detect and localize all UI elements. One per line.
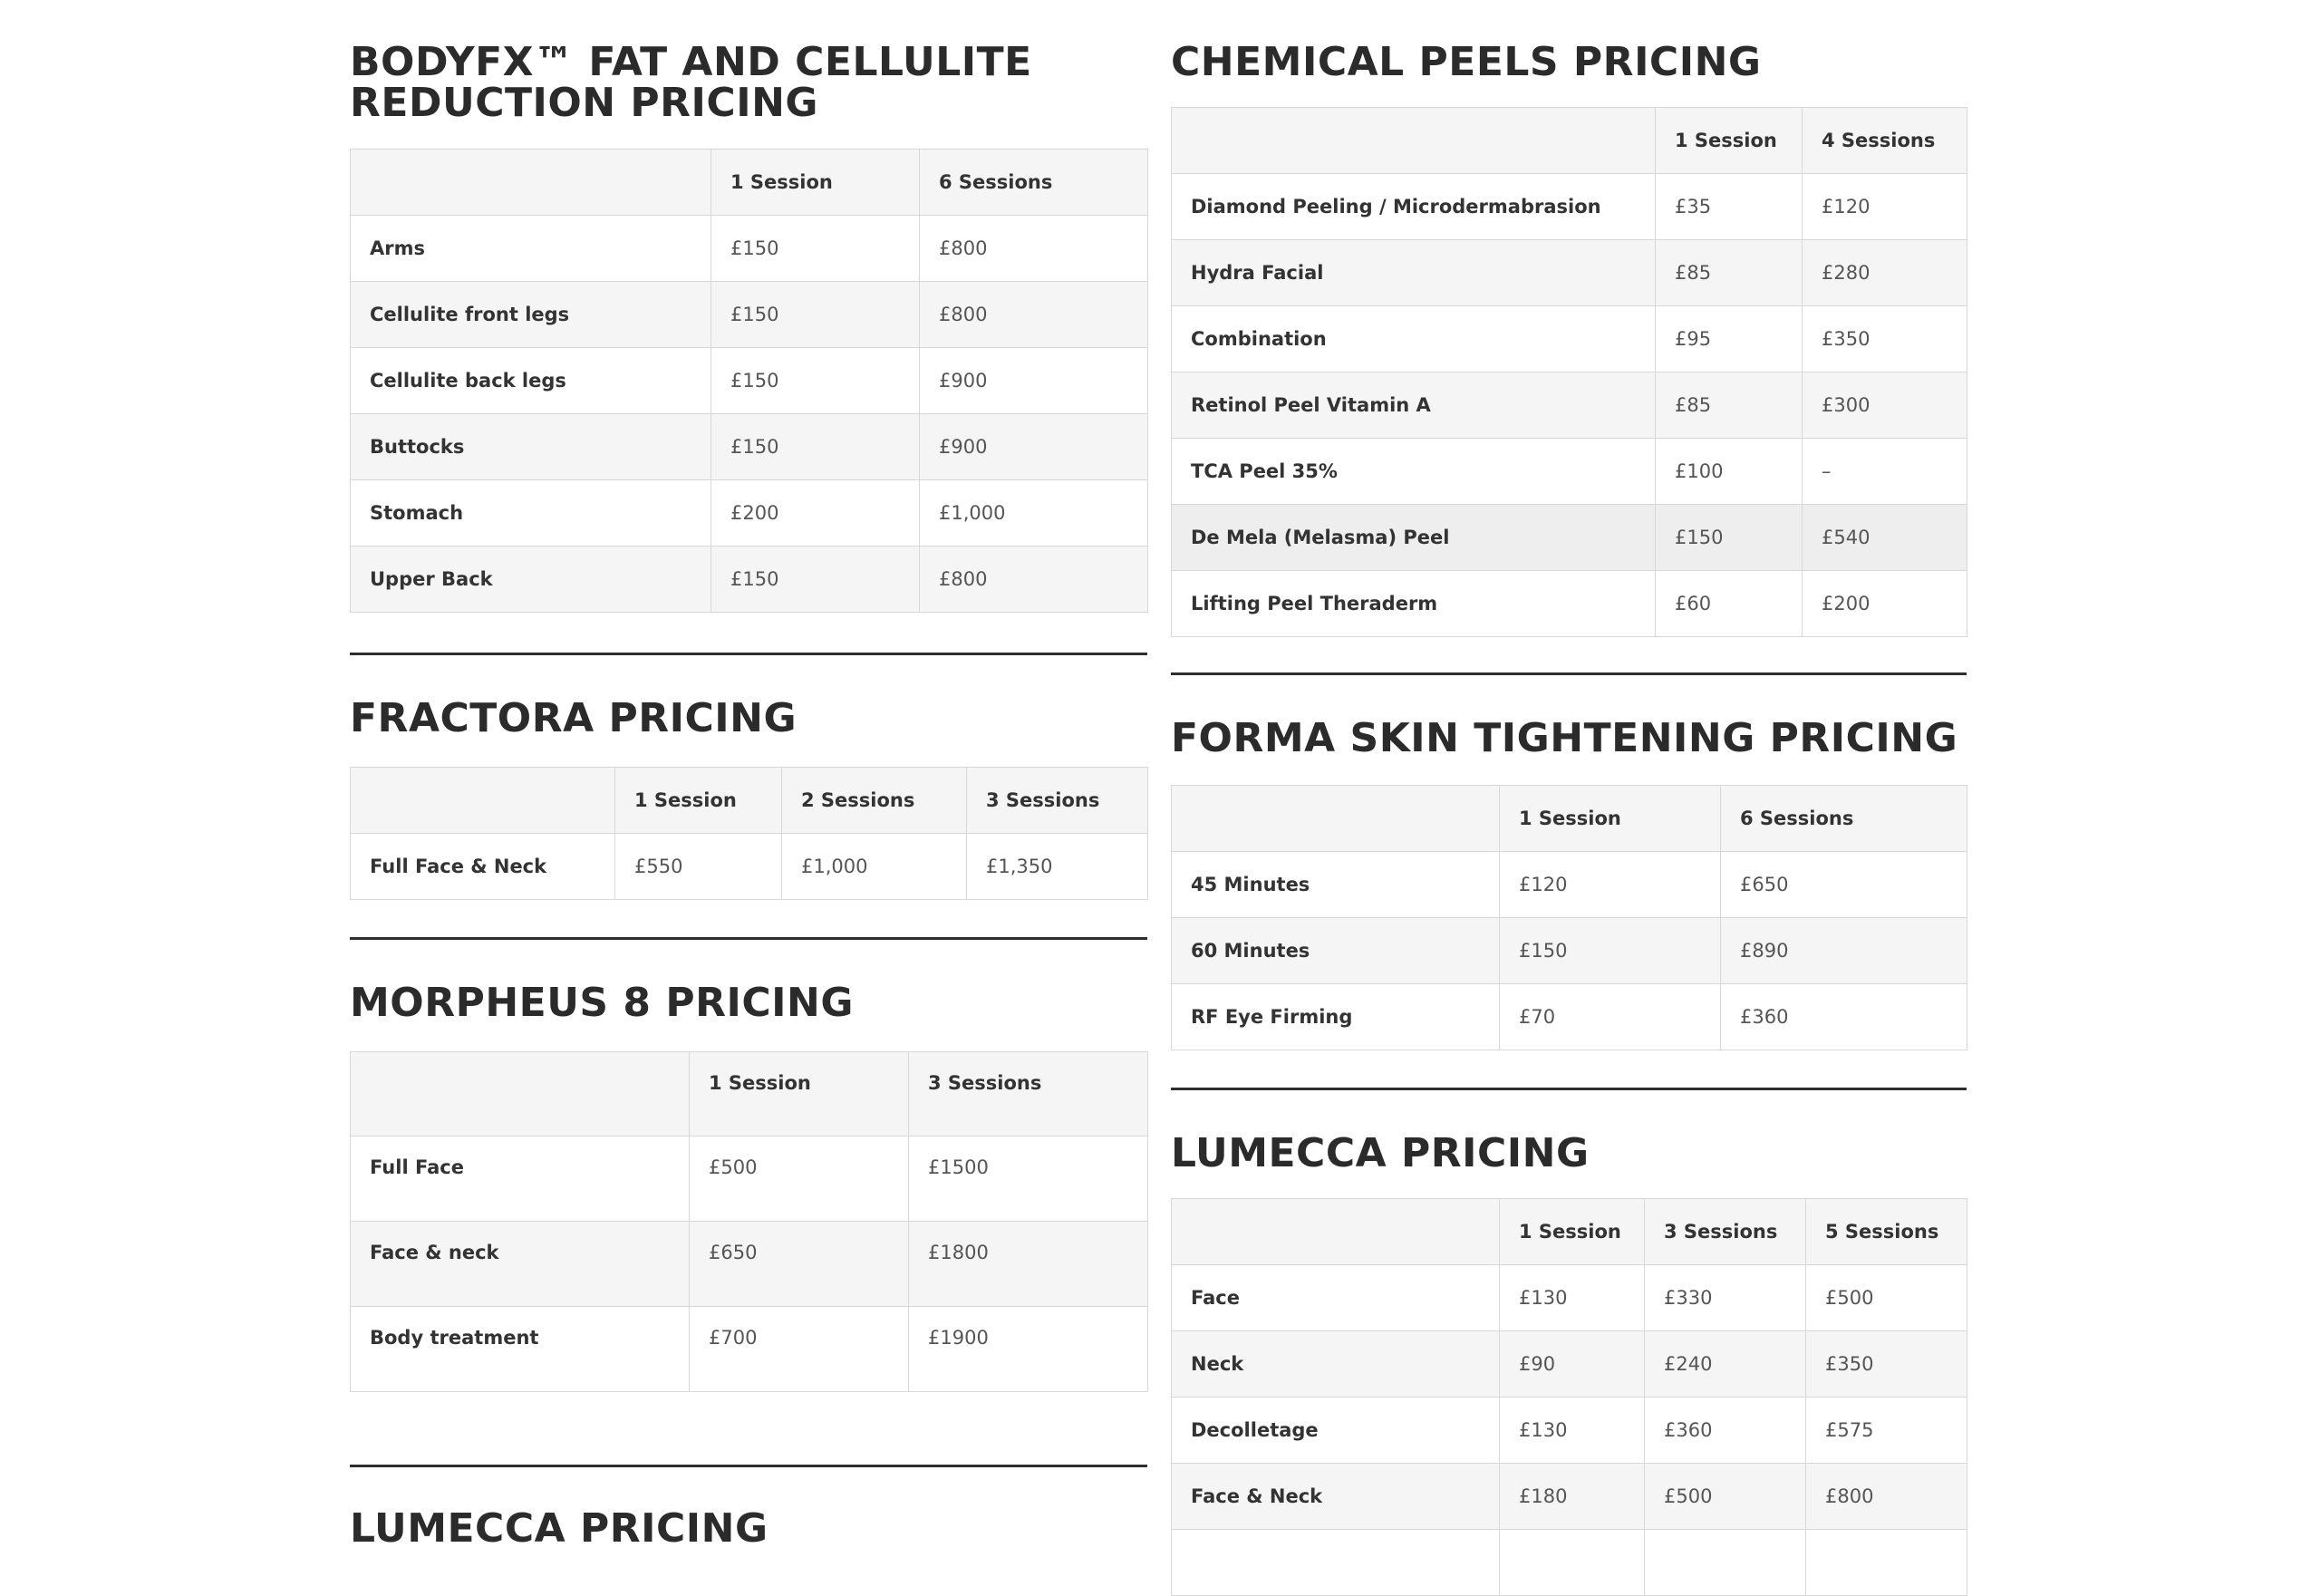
row-label: Cellulite front legs (351, 282, 711, 348)
table-header-cell (351, 1052, 690, 1137)
table-header-cell: 1 Session (1500, 786, 1721, 852)
forma-title: FORMA SKIN TIGHTENING PRICING (1171, 715, 1958, 761)
table-row (1172, 1530, 1967, 1596)
price-cell: £150 (711, 282, 920, 348)
price-cell: £150 (711, 547, 920, 613)
table-header-cell: 5 Sessions (1806, 1199, 1967, 1265)
row-label: Buttocks (351, 414, 711, 480)
section-divider (350, 653, 1147, 655)
table-header-row (351, 1052, 1148, 1137)
price-cell: £240 (1645, 1331, 1806, 1398)
price-cell: £60 (1656, 571, 1803, 637)
row-label: Face & Neck (1172, 1464, 1500, 1530)
price-cell: £650 (1721, 852, 1967, 918)
table-header-cell: 3 Sessions (909, 1052, 1148, 1137)
table-header-cell: 4 Sessions (1803, 108, 1967, 174)
section-divider (350, 937, 1147, 940)
price-cell: £35 (1656, 174, 1803, 240)
table-header-cell: 1 Session (1500, 1199, 1645, 1265)
price-cell: £500 (1645, 1464, 1806, 1530)
price-cell: £85 (1656, 240, 1803, 306)
price-cell: £1,350 (967, 834, 1148, 900)
table-row (351, 1307, 1148, 1392)
lumecca-table (1171, 1198, 1967, 1596)
price-cell: £575 (1806, 1398, 1967, 1464)
table-row (1172, 372, 1967, 439)
section-divider (1171, 1088, 1967, 1090)
table-header-cell: 1 Session (711, 150, 920, 216)
price-cell: £130 (1500, 1265, 1645, 1331)
price-cell (1806, 1530, 1967, 1596)
price-cell (1500, 1530, 1645, 1596)
price-cell: £85 (1656, 372, 1803, 439)
lumecca-title: LUMECCA PRICING (1171, 1130, 1590, 1176)
table-row (351, 480, 1148, 547)
table-header-cell (351, 150, 711, 216)
price-cell: £70 (1500, 984, 1721, 1050)
table-row (351, 282, 1148, 348)
morpheus-title: MORPHEUS 8 PRICING (350, 980, 854, 1026)
price-cell: £200 (711, 480, 920, 547)
price-cell: £300 (1803, 372, 1967, 439)
table-row (1172, 306, 1967, 372)
table-row (1172, 1464, 1967, 1530)
row-label: Body treatment (351, 1307, 690, 1392)
price-cell: £350 (1803, 306, 1967, 372)
table-header-cell: 3 Sessions (1645, 1199, 1806, 1265)
price-cell: £150 (711, 216, 920, 282)
table-row (351, 547, 1148, 613)
section-divider (350, 1465, 1147, 1467)
price-cell: £1900 (909, 1307, 1148, 1392)
table-row (1172, 571, 1967, 637)
table-header-row (1172, 108, 1967, 174)
price-cell: £180 (1500, 1464, 1645, 1530)
price-cell: £95 (1656, 306, 1803, 372)
row-label: Face (1172, 1265, 1500, 1331)
price-cell: £90 (1500, 1331, 1645, 1398)
row-label: Decolletage (1172, 1398, 1500, 1464)
row-label: Cellulite back legs (351, 348, 711, 414)
table-header-cell (1172, 786, 1500, 852)
row-label: Face & neck (351, 1222, 690, 1307)
price-cell: £550 (615, 834, 782, 900)
price-cell: £900 (920, 348, 1148, 414)
table-row (1172, 918, 1967, 984)
row-label: TCA Peel 35% (1172, 439, 1656, 505)
price-cell: £360 (1645, 1398, 1806, 1464)
price-cell: £650 (690, 1222, 909, 1307)
morpheus-table (350, 1051, 1148, 1392)
table-row (351, 834, 1148, 900)
price-cell: £150 (1500, 918, 1721, 984)
table-header-cell: 1 Session (690, 1052, 909, 1137)
table-row (1172, 1398, 1967, 1464)
row-label: Hydra Facial (1172, 240, 1656, 306)
price-cell: £360 (1721, 984, 1967, 1050)
row-label: Full Face (351, 1137, 690, 1222)
price-cell: £1800 (909, 1222, 1148, 1307)
bodyfx-table (350, 149, 1148, 613)
table-header-row (1172, 786, 1967, 852)
table-row (1172, 852, 1967, 918)
price-cell: £1,000 (782, 834, 967, 900)
table-row (351, 414, 1148, 480)
price-cell: £800 (1806, 1464, 1967, 1530)
price-cell: £900 (920, 414, 1148, 480)
chemical-peels-table (1171, 107, 1967, 637)
price-cell: £350 (1806, 1331, 1967, 1398)
price-cell: £120 (1803, 174, 1967, 240)
price-cell: £700 (690, 1307, 909, 1392)
price-cell: £500 (1806, 1265, 1967, 1331)
price-cell: £800 (920, 282, 1148, 348)
row-label: RF Eye Firming (1172, 984, 1500, 1050)
price-cell: £1,000 (920, 480, 1148, 547)
table-row (1172, 240, 1967, 306)
price-cell: – (1803, 439, 1967, 505)
row-label: Neck (1172, 1331, 1500, 1398)
price-cell: £1500 (909, 1137, 1148, 1222)
price-cell: £330 (1645, 1265, 1806, 1331)
table-row (1172, 1265, 1967, 1331)
bodyfx-section (350, 39, 1147, 126)
price-cell: £280 (1803, 240, 1967, 306)
table-header-cell: 1 Session (1656, 108, 1803, 174)
price-cell: £120 (1500, 852, 1721, 918)
table-header-cell: 6 Sessions (920, 150, 1148, 216)
forma-table (1171, 785, 1967, 1050)
price-cell (1645, 1530, 1806, 1596)
fractora-table (350, 767, 1148, 900)
lumecca-left-title: LUMECCA PRICING (350, 1505, 768, 1552)
price-cell: £800 (920, 547, 1148, 613)
price-cell: £500 (690, 1137, 909, 1222)
price-cell: £890 (1721, 918, 1967, 984)
table-header-cell (351, 768, 615, 834)
table-row (351, 216, 1148, 282)
table-row (1172, 174, 1967, 240)
row-label: Upper Back (351, 547, 711, 613)
table-header-cell: 2 Sessions (782, 768, 967, 834)
table-header-cell: 6 Sessions (1721, 786, 1967, 852)
row-label (1172, 1530, 1500, 1596)
table-header-row (351, 150, 1148, 216)
price-cell: £150 (711, 414, 920, 480)
table-header-row (351, 768, 1148, 834)
table-header-cell (1172, 108, 1656, 174)
table-row (1172, 984, 1967, 1050)
price-cell: £200 (1803, 571, 1967, 637)
table-header-cell (1172, 1199, 1500, 1265)
row-label: Combination (1172, 306, 1656, 372)
row-label: Arms (351, 216, 711, 282)
price-cell: £150 (1656, 505, 1803, 571)
section-divider (1171, 672, 1967, 675)
table-row (351, 1222, 1148, 1307)
chemical-peels-title: CHEMICAL PEELS PRICING (1171, 39, 1762, 85)
row-label: Diamond Peeling / Microdermabrasion (1172, 174, 1656, 240)
row-label: Lifting Peel Theraderm (1172, 571, 1656, 637)
table-row (351, 1137, 1148, 1222)
table-header-cell: 3 Sessions (967, 768, 1148, 834)
table-row (1172, 505, 1967, 571)
price-cell: £150 (711, 348, 920, 414)
price-cell: £130 (1500, 1398, 1645, 1464)
row-label: Stomach (351, 480, 711, 547)
row-label: 45 Minutes (1172, 852, 1500, 918)
price-cell: £540 (1803, 505, 1967, 571)
table-row (1172, 1331, 1967, 1398)
row-label: De Mela (Melasma) Peel (1172, 505, 1656, 571)
row-label: 60 Minutes (1172, 918, 1500, 984)
table-header-row (1172, 1199, 1967, 1265)
table-row (1172, 439, 1967, 505)
price-cell: £100 (1656, 439, 1803, 505)
table-row (351, 348, 1148, 414)
bodyfx-title: BODYFX™ FAT AND CELLULITE REDUCTION PRICING (350, 39, 1032, 126)
row-label: Full Face & Neck (351, 834, 615, 900)
fractora-title: FRACTORA PRICING (350, 695, 798, 741)
table-header-cell: 1 Session (615, 768, 782, 834)
price-cell: £800 (920, 216, 1148, 282)
row-label: Retinol Peel Vitamin A (1172, 372, 1656, 439)
